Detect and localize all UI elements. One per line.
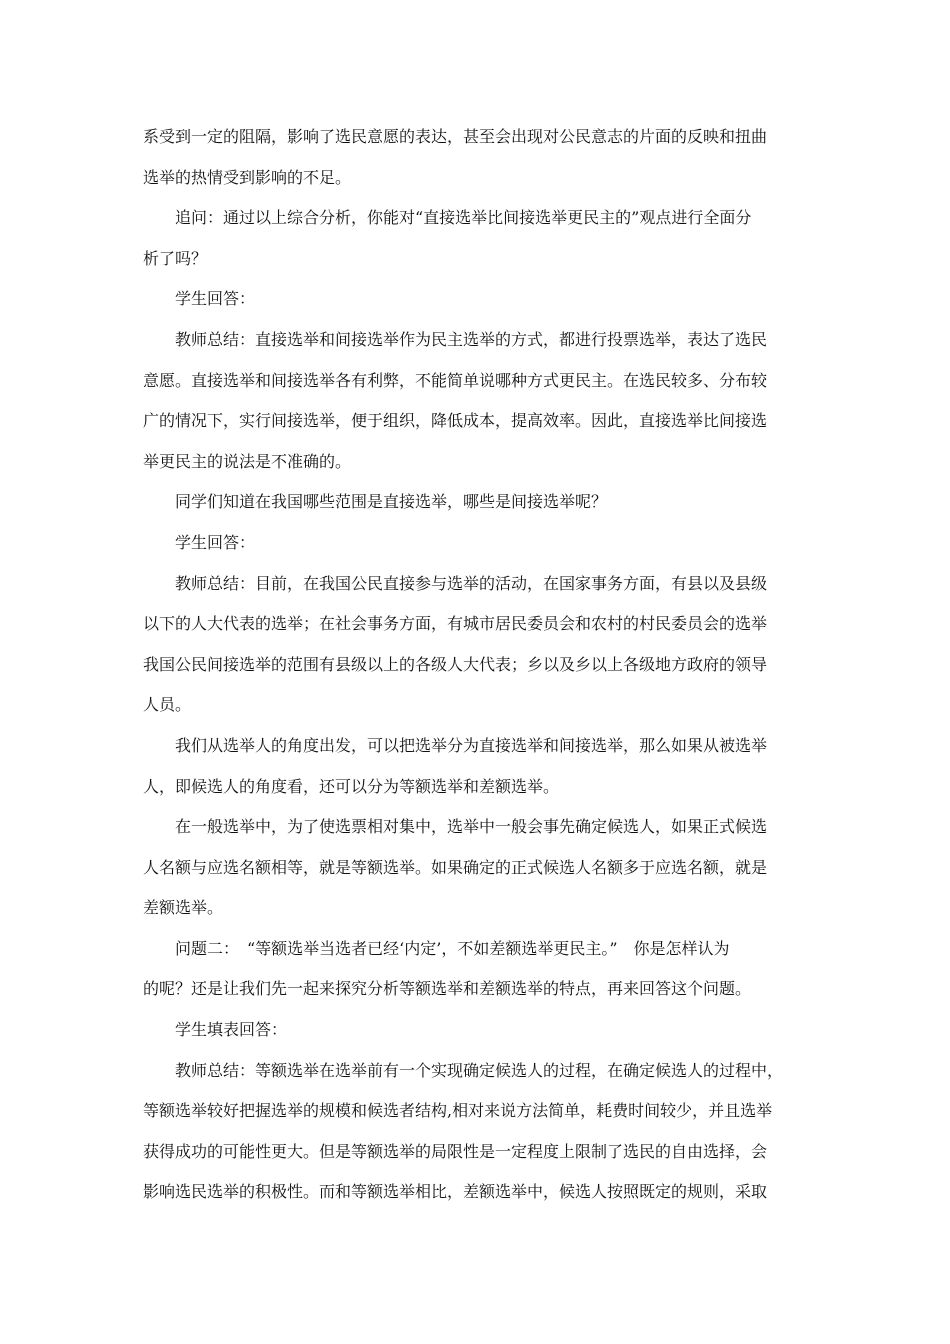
- document-body: [143, 117, 811, 1213]
- text-line: 问题二： “等额选举当选者已经‘内定’，不如差额选举更民主。” 你是怎样认为: [175, 938, 730, 958]
- text-line: 广的情况下，实行间接选举，便于组织，降低成本，提高效率。因此，直接选举比间接选: [143, 411, 768, 431]
- text-line: 教师总结：直接选举和间接选举作为民主选举的方式，都进行投票选举，表达了选民: [175, 329, 768, 349]
- text-line: 析了吗？: [143, 248, 208, 268]
- text-line: 等额选举较好把握选举的规模和候选者结构,相对来说方法简单，耗费时间较少，并且选举: [143, 1101, 773, 1121]
- text-line: 在一般选举中，为了使选票相对集中，选举中一般会事先确定候选人，如果正式候选: [175, 817, 768, 837]
- text-line: 的呢？还是让我们先一起来探究分析等额选举和差额选举的特点，再来回答这个问题。: [143, 979, 752, 999]
- text-line: 学生回答：: [175, 289, 256, 309]
- text-line: 同学们知道在我国哪些范围是直接选举，哪些是间接选举呢？: [175, 492, 608, 512]
- text-line: 人员。: [143, 695, 192, 715]
- text-line: 获得成功的可能性更大。但是等额选举的局限性是一定程度上限制了选民的自由选择，会: [143, 1141, 768, 1161]
- text-line: 追问：通过以上综合分析，你能对“直接选举比间接选举更民主的”观点进行全面分: [175, 208, 752, 228]
- text-line: 举更民主的说法是不准确的。: [143, 451, 352, 471]
- text-line: 以下的人大代表的选举；在社会事务方面，有城市居民委员会和农村的村民委员会的选举: [143, 614, 768, 634]
- text-line: 选举的热情受到影响的不足。: [143, 167, 352, 187]
- text-line: 人，即候选人的角度看，还可以分为等额选举和差额选举。: [143, 776, 560, 796]
- text-line: 学生回答：: [175, 532, 256, 552]
- text-line: 教师总结：目前，在我国公民直接参与选举的活动，在国家事务方面，有县以及县级: [175, 573, 768, 593]
- text-line: 我国公民间接选举的范围有县级以上的各级人大代表；乡以及乡以上各级地方政府的领导: [143, 654, 768, 674]
- text-line: 影响选民选举的积极性。而和等额选举相比，差额选举中，候选人按照既定的规则，采取: [143, 1182, 768, 1202]
- text-line: 我们从选举人的角度出发，可以把选举分为直接选举和间接选举，那么如果从被选举: [175, 735, 768, 755]
- text-line: 差额选举。: [143, 898, 224, 918]
- text-line: 意愿。直接选举和间接选举各有利弊，不能简单说哪种方式更民主。在选民较多、分布较: [143, 370, 768, 390]
- text-line: 人名额与应选名额相等，就是等额选举。如果确定的正式候选人名额多于应选名额，就是: [143, 857, 768, 877]
- text-line: 系受到一定的阻隔，影响了选民意愿的表达，甚至会出现对公民意志的片面的反映和扭曲: [143, 127, 768, 146]
- text-line: 教师总结：等额选举在选举前有一个实现确定候选人的过程，在确定候选人的过程中，: [175, 1060, 784, 1080]
- text-line: 学生填表回答：: [175, 1020, 288, 1040]
